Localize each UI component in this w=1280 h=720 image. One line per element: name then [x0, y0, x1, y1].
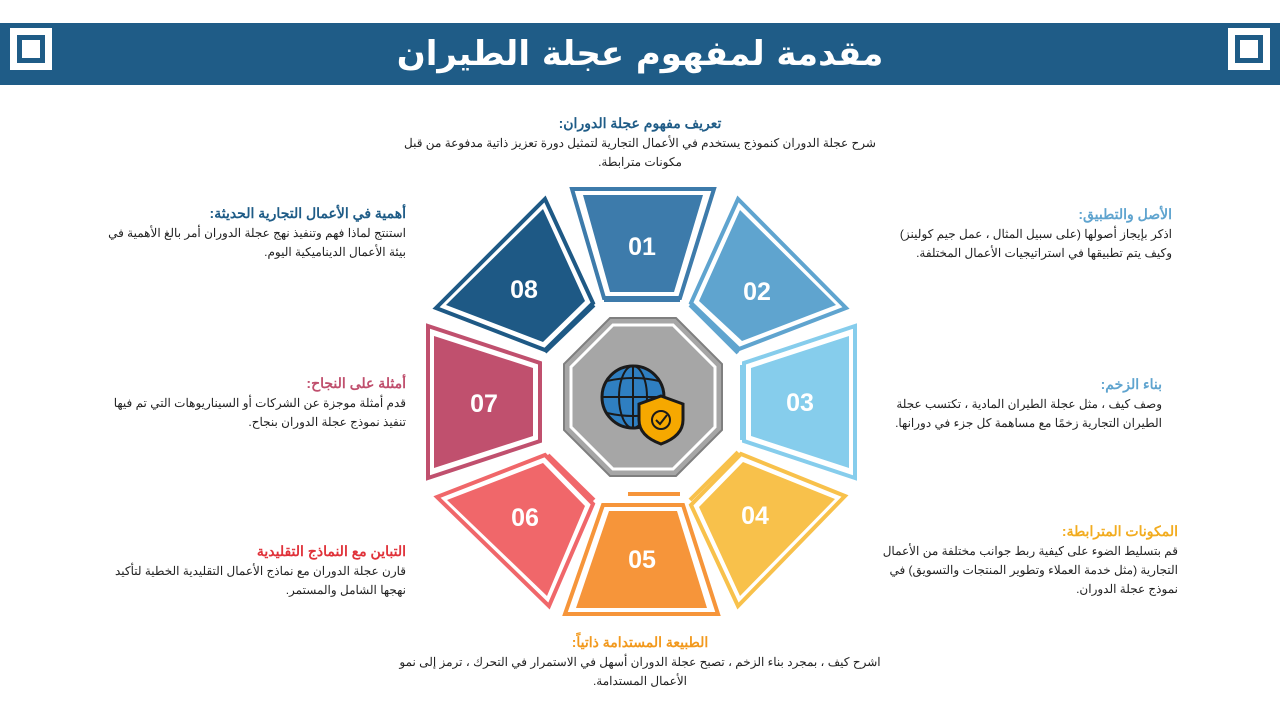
heading-06: التباين مع النماذج التقليدية: [256, 543, 406, 559]
body-03: وصف كيف ، مثل عجلة الطيران المادية ، تكتسب عجلة الطيران التجارية زخمًا مع مساهمة كل جزء في دورانها.: [895, 397, 1162, 430]
body-08: استنتج لماذا فهم وتنفيذ نهج عجلة الدوران أمر بالغ الأهمية في بيئة الأعمال الديناميكية اليوم.: [108, 226, 406, 259]
segment-07-number: 07: [470, 390, 498, 418]
heading-05: الطبيعة المستدامة ذاتياً:: [571, 634, 709, 650]
segment-03-number: 03: [786, 389, 814, 417]
heading-02: الأصل والتطبيق:: [1078, 206, 1172, 222]
body-05: اشرح كيف ، بمجرد بناء الزخم ، تصبح عجلة الدوران أسهل في الاستمرار في التحرك ، ترمز إلى نمو الأعمال المستدامة.: [399, 655, 881, 688]
heading-07: أمثلة على النجاح:: [306, 375, 406, 391]
segment-07: [428, 326, 540, 478]
text-block-08: [96, 204, 406, 262]
segment-02-number: 02: [743, 278, 771, 306]
segment-08-number: 08: [510, 276, 538, 304]
segment-06-number: 06: [511, 504, 539, 532]
text-block-03: [872, 375, 1162, 433]
heading-03: بناء الزخم:: [1100, 376, 1162, 392]
text-block-02: [872, 205, 1172, 263]
heading-08: أهمية في الأعمال التجارية الحديثة:: [209, 205, 406, 221]
page-title: مقدمة لمفهوم عجلة الطيران: [396, 34, 884, 74]
heading-01: تعريف مفهوم عجلة الدوران:: [558, 115, 722, 131]
text-block-07: [96, 374, 406, 432]
body-04: قم بتسليط الضوء على كيفية ربط جوانب مختلفة من الأعمال التجارية (مثل خدمة العملاء وتطوير المنتجات والتسويق) في نموذج عجلة الدوران.: [882, 544, 1178, 596]
segment-05-number: 05: [628, 546, 656, 574]
segment-01: [572, 189, 714, 298]
segment-03: [744, 326, 855, 478]
heading-04: المكونات المترابطة:: [1061, 523, 1178, 539]
segment-05: [565, 505, 718, 614]
body-02: اذكر بإيجاز أصولها (على سبيل المثال ، عمل جيم كولينز) وكيف يتم تطبيقها في استراتيجيات الأعمال المختلفة.: [899, 227, 1172, 260]
text-block-01: [392, 114, 888, 172]
text-block-05: [392, 633, 888, 691]
body-07: قدم أمثلة موجزة عن الشركات أو السيناريوهات التي تم فيها تنفيذ نموذج عجلة الدوران بنجاح.: [113, 396, 406, 429]
segment-04-number: 04: [741, 502, 769, 530]
text-block-06: [96, 542, 406, 600]
text-block-04: [872, 522, 1178, 599]
body-06: قارن عجلة الدوران مع نماذج الأعمال التقليدية الخطية لتأكيد نهجها الشامل والمستمر.: [114, 564, 406, 597]
body-01: شرح عجلة الدوران كنموذج يستخدم في الأعمال التجارية لتمثيل دورة تعزيز ذاتية مدفوعة من قبل مكونات مترابطة.: [404, 136, 876, 169]
segment-01-number: 01: [628, 233, 656, 261]
